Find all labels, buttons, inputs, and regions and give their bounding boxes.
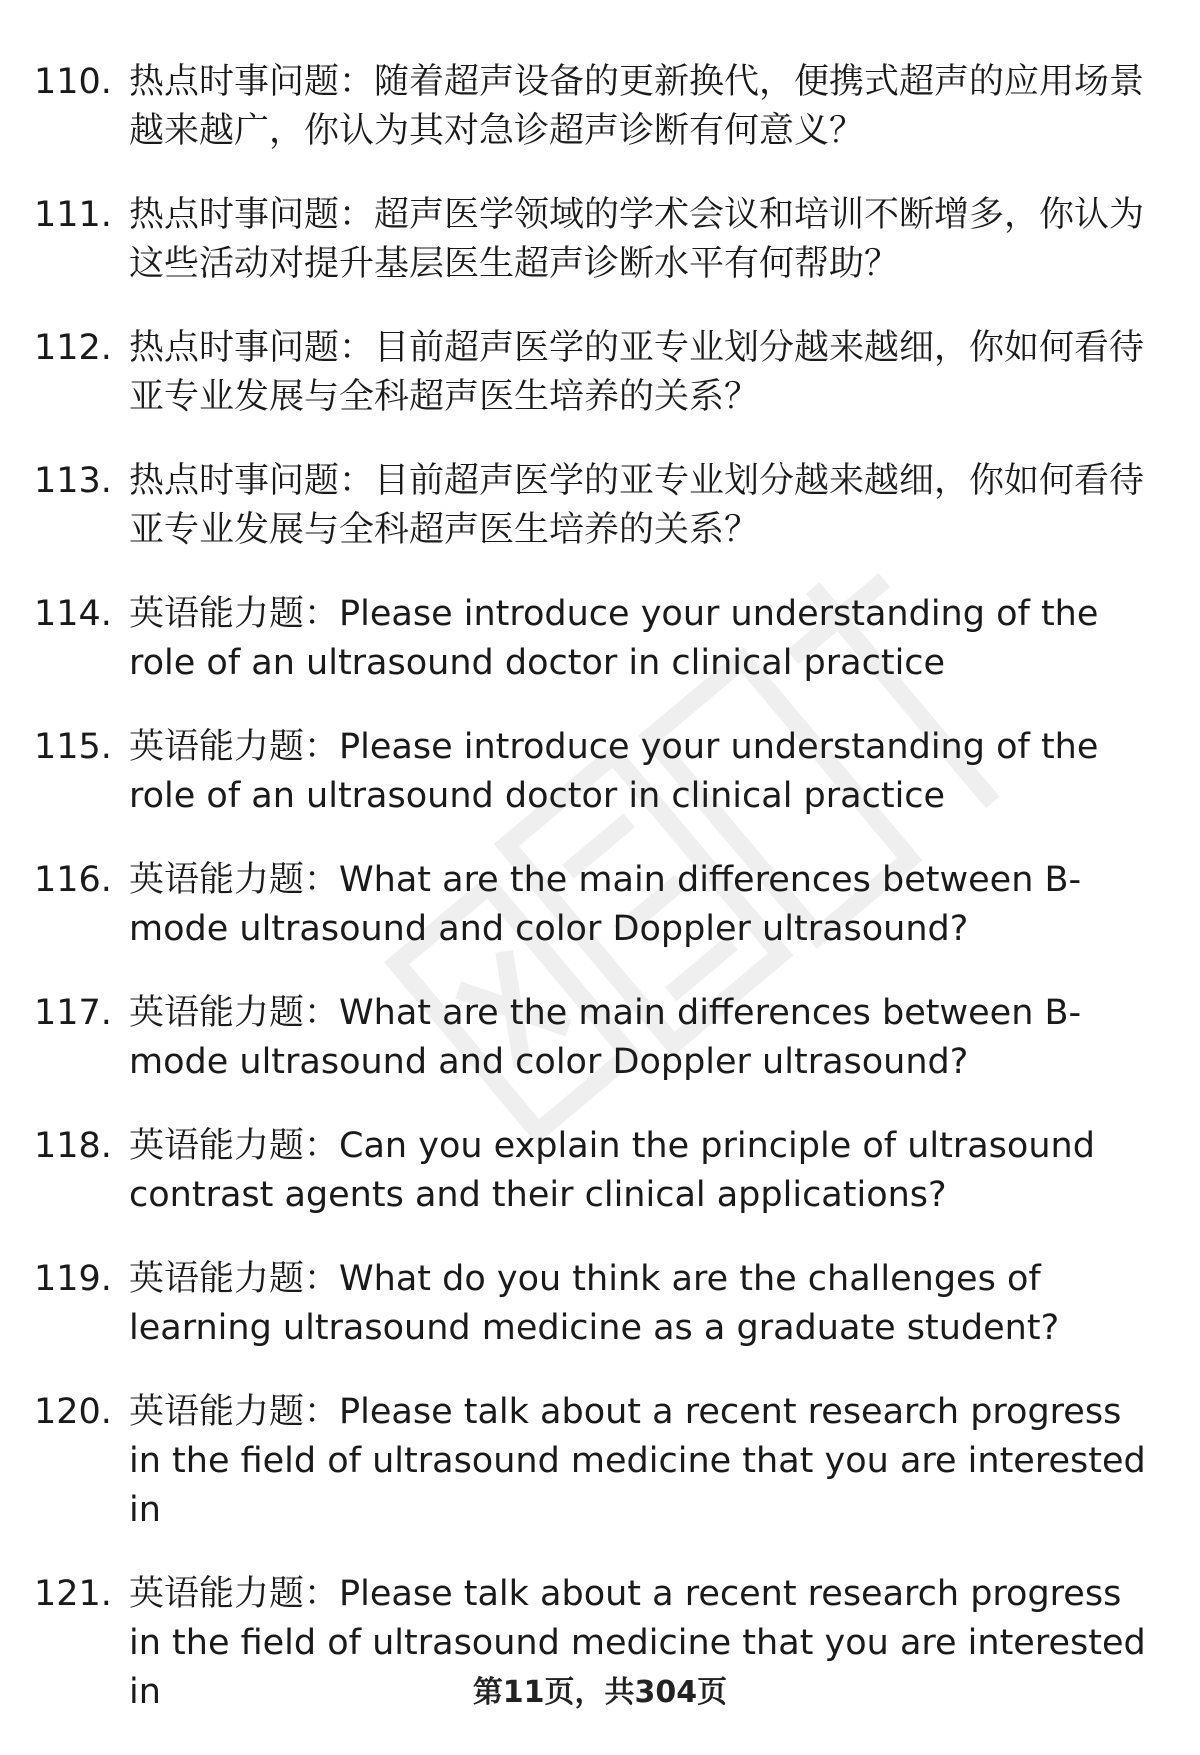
question-category: 英语能力题 [129, 727, 305, 767]
question-body [129, 1122, 1164, 1220]
question-number: 117. [34, 993, 112, 1033]
question-category: 热点时事问题 [129, 461, 340, 501]
list-item [34, 723, 1164, 821]
list-item [34, 590, 1164, 688]
list-item [34, 324, 1164, 422]
question-category: 英语能力题 [129, 1126, 305, 1166]
list-item [34, 1255, 1164, 1353]
question-body [129, 590, 1164, 688]
list-item [34, 856, 1164, 954]
question-body [129, 58, 1164, 156]
question-separator: ： [304, 993, 340, 1033]
question-number: 118. [34, 1126, 112, 1166]
list-item [34, 457, 1164, 555]
list-item [34, 58, 1164, 156]
question-body [129, 324, 1164, 422]
question-category: 热点时事问题 [129, 328, 340, 368]
question-text: Please introduce your understanding of the role of an ultrasound doctor in clinical practice [129, 594, 1099, 683]
question-separator: ： [304, 727, 340, 767]
question-number: 116. [34, 860, 112, 900]
question-number: 111. [34, 195, 112, 235]
question-category: 英语能力题 [129, 594, 305, 634]
question-number: 121. [34, 1574, 112, 1614]
question-number: 110. [34, 62, 112, 102]
question-text: What do you think are the challenges of learning ultrasound medicine as a graduate student? [129, 1259, 1060, 1348]
question-separator: ： [339, 328, 375, 368]
question-category: 英语能力题 [129, 1574, 305, 1614]
question-separator: ： [304, 1126, 340, 1166]
question-text: 超声医学领域的学术会议和培训不断增多，你认为这些活动对提升基层医生超声诊断水平有何帮助？ [129, 195, 1145, 284]
question-body [129, 989, 1164, 1087]
question-category: 英语能力题 [129, 993, 305, 1033]
question-text: 目前超声医学的亚专业划分越来越细，你如何看待亚专业发展与全科超声医生培养的关系？ [129, 461, 1145, 550]
question-text: What are the main differences between B-mode ultrasound and color Doppler ultrasound? [129, 860, 1082, 949]
question-text: 目前超声医学的亚专业划分越来越细，你如何看待亚专业发展与全科超声医生培养的关系？ [129, 328, 1145, 417]
question-separator: ： [304, 1259, 340, 1299]
question-body [129, 457, 1164, 555]
question-separator: ： [339, 62, 375, 102]
question-category: 英语能力题 [129, 1259, 305, 1299]
question-separator: ： [339, 195, 375, 235]
question-body [129, 856, 1164, 954]
question-text: Please talk about a recent research progress in the field of ultrasound medicine that you are interested in [129, 1574, 1146, 1712]
question-category: 热点时事问题 [129, 62, 340, 102]
question-text: Can you explain the principle of ultrasound contrast agents and their clinical applications? [129, 1126, 1095, 1215]
question-number: 120. [34, 1392, 112, 1432]
page-footer: 第11页，共304页 [472, 1675, 728, 1710]
question-number: 113. [34, 461, 112, 501]
question-body [129, 1255, 1164, 1353]
question-list [34, 58, 1164, 1752]
question-text: Please introduce your understanding of the role of an ultrasound doctor in clinical practice [129, 727, 1099, 816]
question-body [129, 723, 1164, 821]
question-separator: ： [304, 860, 340, 900]
question-text: Please talk about a recent research progress in the field of ultrasound medicine that you are interested in [129, 1392, 1146, 1530]
list-item [34, 1388, 1164, 1535]
question-body [129, 191, 1164, 289]
question-body [129, 1388, 1164, 1535]
list-item [34, 1122, 1164, 1220]
question-category: 热点时事问题 [129, 195, 340, 235]
list-item [34, 191, 1164, 289]
question-separator: ： [304, 1392, 340, 1432]
question-number: 115. [34, 727, 112, 767]
question-category: 英语能力题 [129, 1392, 305, 1432]
question-number: 112. [34, 328, 112, 368]
question-category: 英语能力题 [129, 860, 305, 900]
question-separator: ： [304, 594, 340, 634]
question-separator: ： [304, 1574, 340, 1614]
list-item [34, 989, 1164, 1087]
question-number: 119. [34, 1259, 112, 1299]
question-text: 随着超声设备的更新换代，便携式超声的应用场景越来越广，你认为其对急诊超声诊断有何意义？ [129, 62, 1145, 151]
question-number: 114. [34, 594, 112, 634]
question-text: What are the main differences between B-mode ultrasound and color Doppler ultrasound? [129, 993, 1082, 1082]
question-separator: ： [339, 461, 375, 501]
